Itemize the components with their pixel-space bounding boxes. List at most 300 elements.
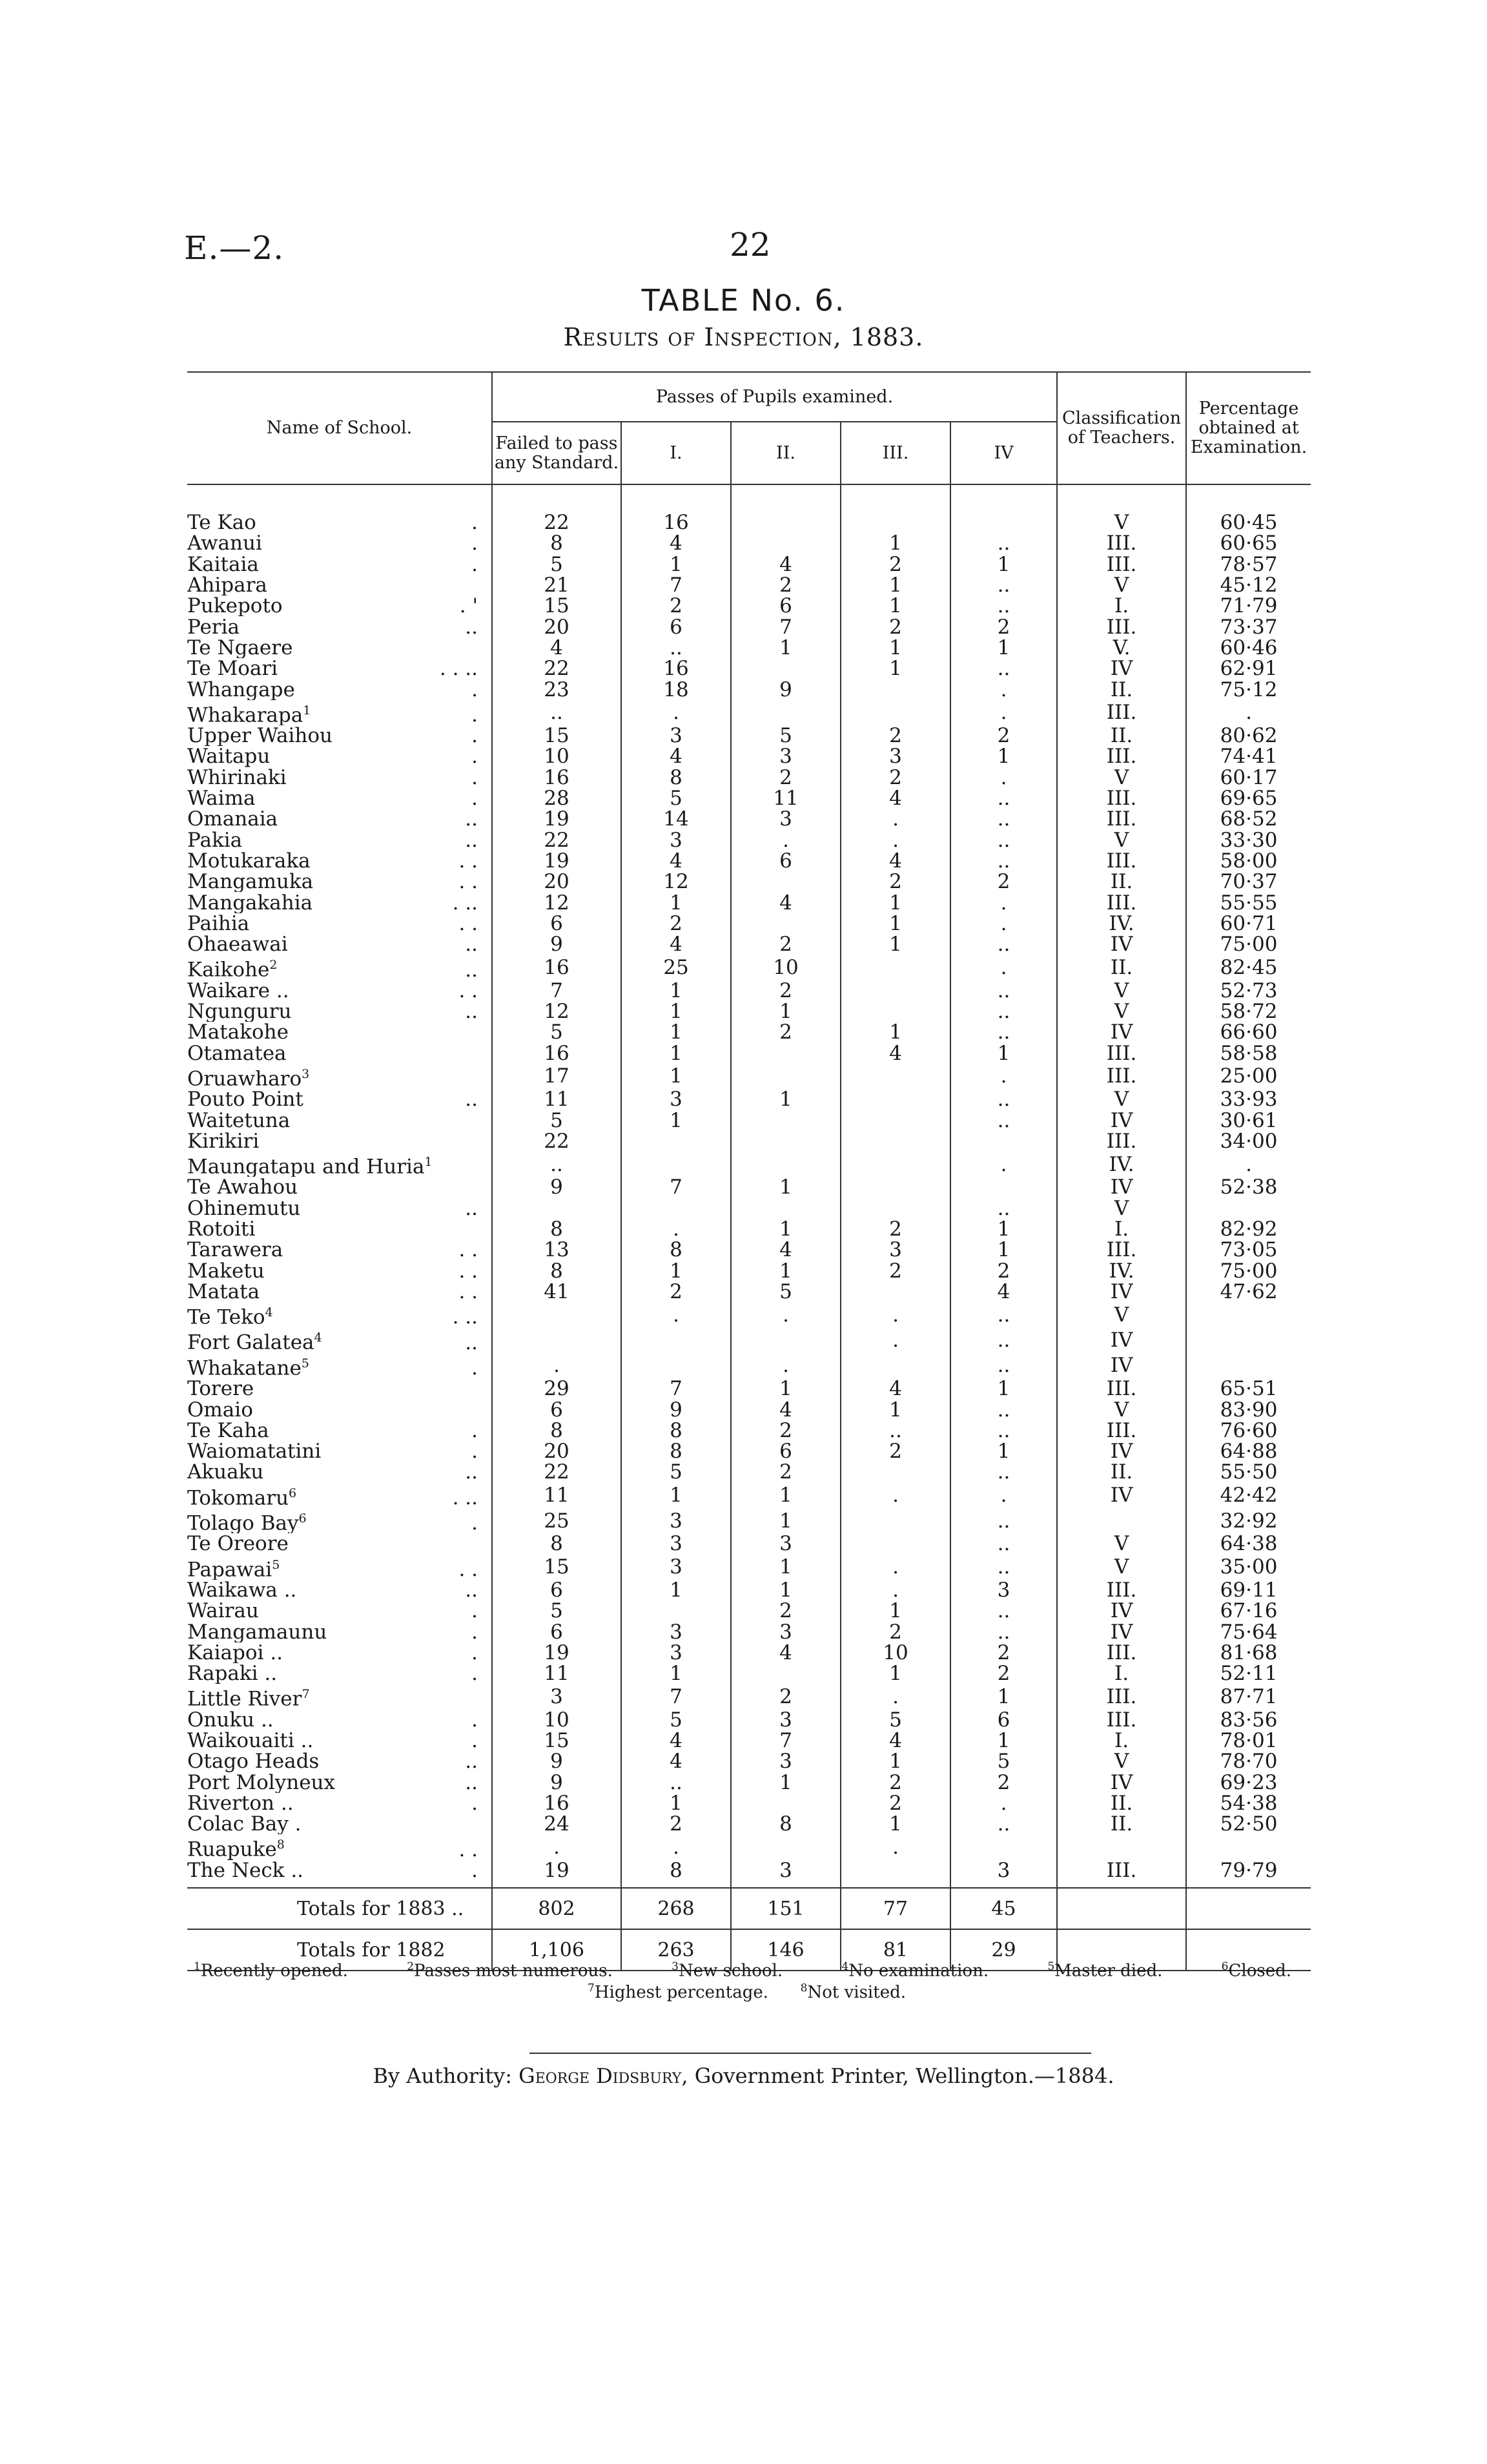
cell-s1: 4 [621, 746, 731, 767]
cell-cls: III. [1057, 533, 1186, 554]
cell-s2 [731, 1131, 841, 1152]
cell-cls: III. [1057, 1710, 1186, 1730]
leader-dots: . [471, 1621, 478, 1642]
cell-failed: 6 [492, 1621, 621, 1642]
school-name-cell [187, 1239, 492, 1260]
cell-s3: 1 [841, 913, 950, 934]
cell-failed: 15 [492, 1555, 621, 1580]
cell-s2: 5 [731, 725, 841, 746]
cell-s1: 7 [621, 1684, 731, 1709]
table-row [187, 533, 1311, 554]
cell-cls: III. [1057, 1580, 1186, 1600]
table-row [187, 1860, 1311, 1881]
cell-s1: 1 [621, 1064, 731, 1089]
cell-s3 [841, 1462, 950, 1482]
cell-pct: 82·45 [1220, 955, 1278, 979]
cell-s2: 1 [731, 637, 841, 658]
total-standard-2: 151 [731, 1888, 841, 1929]
school-name: Te Kaha [187, 1420, 269, 1441]
cell-failed: 8 [492, 533, 621, 554]
cell-s4: . [950, 1152, 1057, 1177]
cell-s2: 5 [731, 1281, 841, 1302]
cell-cls: II. [1057, 1462, 1186, 1482]
cell-s4: .. [950, 1555, 1057, 1580]
school-name-cell [187, 1793, 492, 1814]
school-name-cell [187, 512, 492, 533]
cell-s3: 4 [841, 788, 950, 809]
cell-s1: . [621, 1834, 731, 1859]
leader-dots: .. [465, 958, 478, 980]
total-standard-1: 268 [621, 1888, 731, 1929]
cell-s3 [841, 1131, 950, 1152]
cell-cls: IV [1057, 1281, 1186, 1302]
total-percentage-empty [1186, 1888, 1311, 1929]
cell-failed: 5 [492, 1110, 621, 1130]
cell-pct: 52·73 [1220, 978, 1278, 1002]
cell-failed: 19 [492, 1642, 621, 1663]
cell-failed: 11 [492, 1089, 621, 1110]
leader-dots: . [471, 1663, 478, 1684]
cell-s1: 3 [621, 1089, 731, 1110]
cell-s1 [621, 1131, 731, 1152]
cell-s1: 3 [621, 1555, 731, 1580]
cell-cls: IV [1057, 1772, 1186, 1793]
cell-pct: 52·38 [1220, 1175, 1278, 1199]
cell-s1: 3 [621, 1533, 731, 1554]
school-name: Pouto Point [187, 1089, 303, 1110]
cell-pct: 25·00 [1220, 1064, 1278, 1088]
cell-pct: 83·90 [1220, 1398, 1278, 1422]
leader-dots: . .. [452, 1305, 478, 1328]
cell-pct: 71·79 [1220, 594, 1278, 618]
total-classification-empty [1057, 1888, 1186, 1929]
cell-s4: .. [950, 1110, 1057, 1130]
cell-pct: 78·70 [1220, 1750, 1278, 1774]
school-name: Waikouaiti .. [187, 1730, 314, 1752]
cell-s1: 16 [621, 658, 731, 679]
cell-cls: II. [1057, 955, 1186, 980]
leader-dots: . . [458, 850, 478, 872]
cell-pct: 82·92 [1220, 1217, 1278, 1241]
cell-pct: 55·55 [1220, 891, 1278, 915]
cell-s1: 1 [621, 1022, 731, 1042]
school-name-cell [187, 871, 492, 892]
cell-s3 [841, 1533, 950, 1554]
school-name-cell [187, 1860, 492, 1881]
cell-pct: 80·62 [1220, 724, 1278, 748]
table-row [187, 1420, 1311, 1441]
leader-dots: .. [465, 1089, 478, 1110]
cell-s2: 11 [731, 788, 841, 809]
cell-s3: 2 [841, 616, 950, 637]
cell-s2: 9 [731, 679, 841, 699]
cell-failed: 28 [492, 788, 621, 809]
school-name-cell [187, 725, 492, 746]
cell-s1 [621, 1198, 731, 1219]
leader-dots: .. [465, 1000, 478, 1022]
cell-s3 [841, 1198, 950, 1219]
table-row [187, 1042, 1311, 1063]
school-name-cell [187, 1533, 492, 1554]
cell-s2: 3 [731, 1621, 841, 1642]
cell-cls: V [1057, 1751, 1186, 1772]
cell-s3 [841, 1089, 950, 1110]
cell-failed: 17 [492, 1064, 621, 1089]
footnote-marker: 6 [289, 1486, 297, 1500]
school-name-cell [187, 809, 492, 829]
cell-pct: 52·11 [1220, 1662, 1278, 1686]
table-row [187, 1642, 1311, 1663]
school-name: Awanui [187, 533, 262, 554]
cell-s4: . [950, 679, 1057, 699]
leader-dots: .. [465, 809, 478, 830]
cell-s2: 1 [731, 1089, 841, 1110]
cell-failed: 10 [492, 1710, 621, 1730]
leader-dots: . [471, 1859, 478, 1881]
cell-s4: . [950, 767, 1057, 788]
cell-s4: .. [950, 809, 1057, 829]
total-failed: 1,106 [492, 1929, 621, 1971]
school-name: Omanaia [187, 809, 278, 830]
cell-failed: 12 [492, 892, 621, 913]
cell-cls: IV [1057, 1110, 1186, 1130]
cell-pct: 75·00 [1220, 1259, 1278, 1283]
school-name-cell [187, 1001, 492, 1022]
school-name-cell [187, 892, 492, 913]
school-name-cell [187, 1684, 492, 1709]
cell-s2: 2 [731, 1684, 841, 1709]
cell-s4: . [950, 1793, 1057, 1814]
cell-s2: . [731, 829, 841, 850]
cell-cls: IV [1057, 1327, 1186, 1352]
school-name: Ahipara [187, 574, 267, 596]
header-percentage: Percentage obtained at Examination. [1186, 372, 1311, 484]
cell-s1: 9 [621, 1399, 731, 1420]
footnote-marker: 1 [424, 1155, 433, 1169]
school-name-wrap [187, 1353, 407, 1378]
cell-s1: 1 [621, 1793, 731, 1814]
cell-s4: 1 [950, 1441, 1057, 1462]
cell-s1: 1 [621, 1261, 731, 1281]
footnote-5: $^5$Master died. [1047, 1960, 1163, 1981]
cell-s3: 4 [841, 1378, 950, 1399]
school-name: Waitapu [187, 746, 271, 767]
cell-s3: 1 [841, 1399, 950, 1420]
cell-s4: 2 [950, 725, 1057, 746]
school-name-cell [187, 533, 492, 554]
cell-s1: 12 [621, 871, 731, 892]
cell-s1: 1 [621, 1042, 731, 1063]
cell-s1: 7 [621, 1378, 731, 1399]
school-name: Onuku .. [187, 1709, 274, 1730]
school-name: Waiomatatini [187, 1440, 322, 1462]
cell-failed: 22 [492, 829, 621, 850]
cell-pct: 87·71 [1220, 1685, 1278, 1708]
cell-s3 [841, 700, 950, 725]
cell-cls: III. [1057, 1642, 1186, 1663]
leader-dots: .. [465, 1330, 478, 1353]
school-name: Kaitaia [187, 554, 259, 575]
cell-s4: .. [950, 1600, 1057, 1621]
table-row [187, 1834, 1311, 1859]
cell-s3: . [841, 1834, 950, 1859]
leader-dots: .. [465, 933, 478, 955]
cell-s4: .. [950, 1508, 1057, 1533]
cell-cls: III. [1057, 1420, 1186, 1441]
cell-failed: 20 [492, 871, 621, 892]
cell-s1: . [621, 1302, 731, 1327]
school-name-cell [187, 1152, 492, 1177]
school-name: Motukaraka [187, 850, 311, 872]
totals-label: Totals for 1883 [297, 1897, 446, 1920]
cell-failed: . [492, 1353, 621, 1378]
school-name: Upper Waihou [187, 725, 333, 747]
school-name-cell [187, 851, 492, 871]
leader-dots: . . [458, 913, 478, 934]
school-name: Tokomaru [187, 1486, 289, 1508]
cell-s1: 4 [621, 533, 731, 554]
header-standard-4: IV [950, 422, 1057, 484]
cell-s1 [621, 1327, 731, 1352]
school-name: Pukepoto [187, 595, 283, 617]
cell-cls: II. [1057, 871, 1186, 892]
school-name: Te Oreore [187, 1533, 289, 1555]
inspection-results-table [187, 371, 1311, 1971]
cell-s4: 2 [950, 1642, 1057, 1663]
footnote-marker: 5 [272, 1557, 280, 1572]
school-name: Te Ngaere [187, 637, 293, 659]
cell-s2: 4 [731, 1239, 841, 1260]
leader-dots: . [471, 1730, 478, 1752]
cell-pct: 81·68 [1220, 1641, 1278, 1664]
cell-s1: 16 [621, 512, 731, 533]
school-name: Akuaku [187, 1462, 264, 1483]
table-row [187, 1793, 1311, 1814]
cell-s2: 2 [731, 934, 841, 955]
school-name: Whakarapa [187, 703, 303, 725]
table-row [187, 1684, 1311, 1709]
cell-s3: . [841, 809, 950, 829]
cell-failed: 19 [492, 809, 621, 829]
total-standard-4: 45 [950, 1888, 1057, 1929]
cell-pct: 66·60 [1220, 1020, 1278, 1044]
school-name: Mangamuka [187, 871, 314, 893]
cell-s1: 2 [621, 913, 731, 934]
cell-s1: .. [621, 1772, 731, 1793]
footnote-8: $^8$Not visited. [800, 1982, 906, 2003]
cell-pct: 60·17 [1220, 765, 1278, 789]
cell-s1: 3 [621, 725, 731, 746]
school-name-cell [187, 1281, 492, 1302]
school-name-cell [187, 829, 492, 850]
school-name-cell [187, 1110, 492, 1130]
cell-failed: 8 [492, 1420, 621, 1441]
table-row [187, 1533, 1311, 1554]
totals-label: Totals for 1882 [297, 1938, 446, 1962]
cell-failed [492, 1302, 621, 1327]
cell-s3: . [841, 1580, 950, 1600]
cell-cls: I. [1057, 1730, 1186, 1751]
cell-s4: 1 [950, 1730, 1057, 1751]
cell-cls: I. [1057, 1663, 1186, 1684]
cell-cls: II. [1057, 1793, 1186, 1814]
cell-s4 [950, 1131, 1057, 1152]
school-name: Peria [187, 616, 240, 637]
school-name: Kirikiri [187, 1130, 260, 1152]
cell-s3: . [841, 1327, 950, 1352]
school-name: Fort Galatea [187, 1330, 314, 1353]
total-standard-2: 146 [731, 1929, 841, 1971]
cell-s1: 4 [621, 1730, 731, 1751]
school-name-wrap [187, 1302, 407, 1327]
table-row [187, 1177, 1311, 1197]
cell-s4: . [950, 913, 1057, 934]
cell-s2: . [731, 1353, 841, 1378]
cell-s1: 14 [621, 809, 731, 829]
leader-dots: .. [465, 616, 478, 637]
cell-failed: 3 [492, 1684, 621, 1709]
cell-cls: III. [1057, 1131, 1186, 1152]
cell-s1: . [621, 1219, 731, 1239]
cell-s3: 1 [841, 1814, 950, 1834]
cell-s2 [731, 1110, 841, 1130]
cell-s4: 2 [950, 871, 1057, 892]
cell-cls: IV [1057, 1483, 1186, 1508]
school-name-cell [187, 700, 492, 725]
cell-cls: III. [1057, 809, 1186, 829]
cell-s4: 1 [950, 1239, 1057, 1260]
cell-s3: 5 [841, 1710, 950, 1730]
cell-s1: 8 [621, 1860, 731, 1881]
cell-cls: V [1057, 1399, 1186, 1420]
cell-failed: 15 [492, 595, 621, 616]
cell-cls: III. [1057, 1860, 1186, 1881]
school-name: Rotoiti [187, 1218, 256, 1240]
cell-s1: 8 [621, 1441, 731, 1462]
school-name-wrap [187, 955, 407, 980]
table-row [187, 637, 1311, 658]
cell-pct [1186, 1353, 1311, 1378]
cell-failed: 9 [492, 1177, 621, 1197]
cell-failed: 25 [492, 1508, 621, 1533]
table-row [187, 1378, 1311, 1399]
cell-cls: IV. [1057, 1152, 1186, 1177]
cell-s4: 3 [950, 1860, 1057, 1881]
cell-cls: I. [1057, 595, 1186, 616]
cell-s2: 3 [731, 809, 841, 829]
leader-dots: .. [465, 1751, 478, 1772]
cell-failed: 12 [492, 1001, 621, 1022]
total-failed: 802 [492, 1888, 621, 1929]
school-name: Otamatea [187, 1042, 287, 1064]
header-classification: Classification of Teachers. [1057, 372, 1186, 484]
cell-failed: 5 [492, 1600, 621, 1621]
cell-cls [1057, 1834, 1186, 1859]
table-row [187, 1064, 1311, 1089]
cell-s2: 3 [731, 1533, 841, 1554]
cell-s4 [950, 1177, 1057, 1197]
header-standard-2: II. [731, 422, 841, 484]
school-name-cell [187, 1580, 492, 1600]
cell-s1: 3 [621, 1642, 731, 1663]
cell-pct: 64·38 [1220, 1532, 1278, 1556]
cell-s3: 1 [841, 575, 950, 595]
leader-dots: . [471, 1440, 478, 1462]
cell-pct: 69·65 [1220, 787, 1278, 811]
school-name-cell [187, 746, 492, 767]
cell-failed: 29 [492, 1378, 621, 1399]
footnote-marker: 1 [303, 703, 311, 718]
table-row [187, 746, 1311, 767]
cell-failed: 20 [492, 1441, 621, 1462]
school-name: Colac Bay . [187, 1814, 302, 1835]
school-name: Mangakahia [187, 892, 313, 913]
leader-dots: . [471, 1600, 478, 1622]
school-name-cell [187, 1772, 492, 1793]
school-name: Pakia [187, 829, 243, 851]
cell-s2: 1 [731, 1177, 841, 1197]
school-name-cell [187, 1131, 492, 1152]
cell-s1: 1 [621, 1001, 731, 1022]
cell-s3: 2 [841, 725, 950, 746]
school-name-wrap [187, 1555, 407, 1580]
cell-s1: 1 [621, 1483, 731, 1508]
table-row [187, 1462, 1311, 1482]
school-name-cell [187, 934, 492, 955]
school-name: Ngunguru [187, 1000, 292, 1022]
table-row [187, 767, 1311, 788]
cell-s4: 5 [950, 1751, 1057, 1772]
leader-dots: . [471, 1356, 478, 1379]
cell-s3 [841, 679, 950, 699]
school-name: Oruawharo [187, 1067, 302, 1090]
table-row [187, 616, 1311, 637]
cell-s4: .. [950, 575, 1057, 595]
cell-cls: III. [1057, 1378, 1186, 1399]
cell-s1 [621, 1600, 731, 1621]
cell-s3: 2 [841, 871, 950, 892]
cell-s3: 4 [841, 1042, 950, 1063]
leader-dots: . ' [459, 595, 478, 617]
cell-pct: 70·37 [1220, 870, 1278, 894]
table-row [187, 679, 1311, 699]
school-name-cell [187, 1730, 492, 1751]
totals-row [187, 1888, 1311, 1929]
cell-s4: .. [950, 595, 1057, 616]
cell-pct: 73·05 [1220, 1238, 1278, 1262]
table-row [187, 1239, 1311, 1260]
cell-s2: 8 [731, 1814, 841, 1834]
leader-dots: . . .. [439, 658, 478, 679]
school-name: Papawai [187, 1557, 272, 1580]
leader-dots: . . [458, 1281, 478, 1303]
leader-dots: . [471, 746, 478, 767]
cell-s1 [621, 1152, 731, 1177]
table-row [187, 955, 1311, 980]
cell-s3: 2 [841, 1772, 950, 1793]
table-row [187, 575, 1311, 595]
page-number: 22 [730, 226, 771, 264]
school-name: Rapaki .. [187, 1663, 278, 1684]
cell-failed: 5 [492, 1022, 621, 1042]
cell-s4: .. [950, 1399, 1057, 1420]
cell-failed: 19 [492, 851, 621, 871]
school-name-cell [187, 1834, 492, 1859]
cell-s4: 2 [950, 1663, 1057, 1684]
school-name: Mangamaunu [187, 1621, 327, 1642]
school-name: Maungatapu and Huria [187, 1155, 425, 1177]
cell-cls: III. [1057, 1684, 1186, 1709]
